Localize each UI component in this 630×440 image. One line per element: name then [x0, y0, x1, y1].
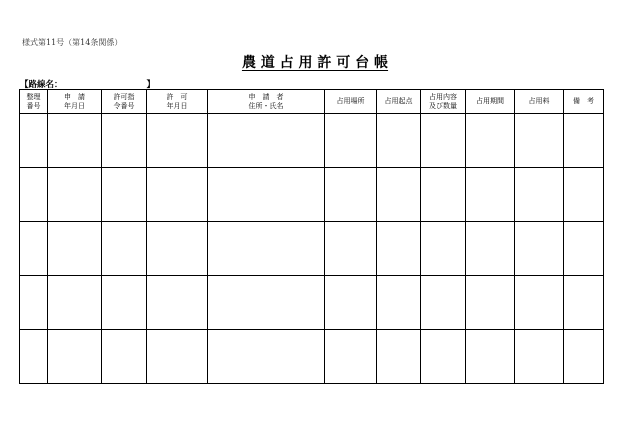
- cell-applicant: [208, 330, 325, 384]
- column-header-occupancy-fee: 占用料: [515, 90, 564, 114]
- cell-remarks: [564, 276, 604, 330]
- table-row: [20, 114, 604, 168]
- cell-occupancy-period: [466, 114, 515, 168]
- route-name-label: 【路線名：: [20, 80, 63, 90]
- cell-occupancy-content: [421, 168, 466, 222]
- cell-application-date: [48, 222, 102, 276]
- column-header-permit-date: 許 可 年月日: [147, 90, 208, 114]
- table-row: [20, 276, 604, 330]
- cell-occupancy-location: [325, 222, 377, 276]
- cell-occupancy-location: [325, 114, 377, 168]
- column-header-occupancy-start-point: 占用起点: [377, 90, 421, 114]
- cell-applicant: [208, 168, 325, 222]
- column-header-occupancy-period: 占用期間: [466, 90, 515, 114]
- cell-occupancy-fee: [515, 168, 564, 222]
- column-header-occupancy-location: 占用場所: [325, 90, 377, 114]
- cell-application-date: [48, 114, 102, 168]
- column-header-serial-number: 整理 番号: [20, 90, 48, 114]
- cell-applicant: [208, 222, 325, 276]
- cell-occupancy-period: [466, 222, 515, 276]
- cell-occupancy-fee: [515, 276, 564, 330]
- column-header-occupancy-content: 占用内容 及び数量: [421, 90, 466, 114]
- cell-permit-order-number: [102, 276, 147, 330]
- cell-permit-order-number: [102, 330, 147, 384]
- cell-occupancy-fee: [515, 330, 564, 384]
- permit-ledger-table: [19, 89, 604, 384]
- cell-permit-date: [147, 276, 208, 330]
- column-header-applicant: 申 請 者 住所・氏名: [208, 90, 325, 114]
- cell-permit-order-number: [102, 222, 147, 276]
- cell-occupancy-content: [421, 222, 466, 276]
- cell-occupancy-content: [421, 276, 466, 330]
- cell-applicant: [208, 276, 325, 330]
- cell-remarks: [564, 222, 604, 276]
- cell-occupancy-fee: [515, 222, 564, 276]
- cell-occupancy-location: [325, 168, 377, 222]
- cell-occupancy-start-point: [377, 330, 421, 384]
- cell-serial-number: [20, 114, 48, 168]
- cell-occupancy-period: [466, 276, 515, 330]
- cell-remarks: [564, 114, 604, 168]
- cell-occupancy-start-point: [377, 114, 421, 168]
- cell-remarks: [564, 330, 604, 384]
- cell-application-date: [48, 276, 102, 330]
- cell-occupancy-period: [466, 168, 515, 222]
- cell-serial-number: [20, 330, 48, 384]
- form-number: 様式第11号（第14条関係）: [22, 38, 123, 47]
- cell-applicant: [208, 114, 325, 168]
- route-name-close: 】: [146, 80, 156, 90]
- cell-occupancy-start-point: [377, 222, 421, 276]
- table-row: [20, 168, 604, 222]
- cell-permit-order-number: [102, 114, 147, 168]
- page-title: [0, 52, 630, 72]
- cell-occupancy-fee: [515, 114, 564, 168]
- cell-occupancy-period: [466, 330, 515, 384]
- cell-serial-number: [20, 222, 48, 276]
- cell-application-date: [48, 330, 102, 384]
- column-header-permit-order-number: 許可指 令番号: [102, 90, 147, 114]
- cell-permit-date: [147, 114, 208, 168]
- cell-permit-order-number: [102, 168, 147, 222]
- cell-occupancy-location: [325, 276, 377, 330]
- cell-serial-number: [20, 168, 48, 222]
- cell-occupancy-start-point: [377, 168, 421, 222]
- cell-serial-number: [20, 276, 48, 330]
- table-row: [20, 222, 604, 276]
- table-row: [20, 330, 604, 384]
- cell-permit-date: [147, 222, 208, 276]
- title-text: 農 道 占 用 許 可 台 帳: [241, 55, 389, 71]
- table-header-row: [20, 90, 604, 114]
- cell-occupancy-start-point: [377, 276, 421, 330]
- cell-remarks: [564, 168, 604, 222]
- cell-application-date: [48, 168, 102, 222]
- column-header-remarks: 備 考: [564, 90, 604, 114]
- cell-permit-date: [147, 330, 208, 384]
- column-header-application-date: 申 請 年月日: [48, 90, 102, 114]
- cell-occupancy-location: [325, 330, 377, 384]
- cell-occupancy-content: [421, 114, 466, 168]
- cell-occupancy-content: [421, 330, 466, 384]
- cell-permit-date: [147, 168, 208, 222]
